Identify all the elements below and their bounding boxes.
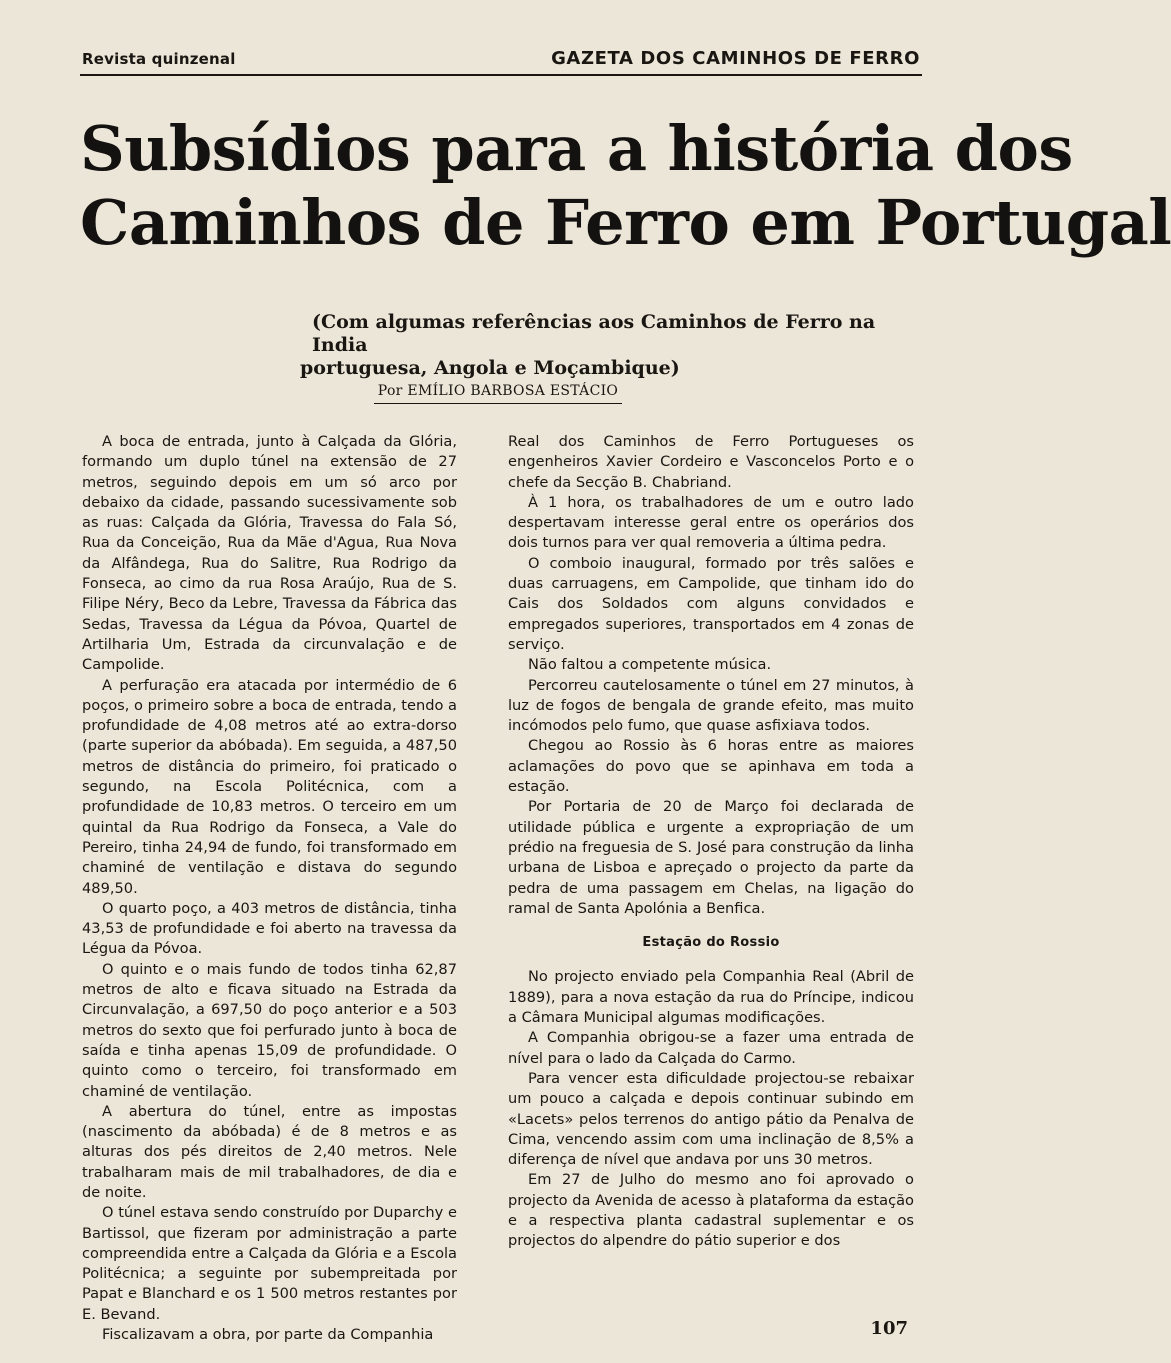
page-number: 107: [870, 1318, 908, 1339]
running-head: [80, 46, 922, 76]
section-heading: Estação do Rossio: [642, 935, 780, 951]
article-subtitle-line-1: (Com algumas referências aos Caminhos de Ferro na India: [312, 311, 876, 356]
paragraph: O túnel estava sendo construído por Duparchy e Bartissol, que fizeram por administração a parte compreendida entre a Calçada da Glória e a Escola Politécnica; a seguinte por subempreitada por Papat e Blanchard e os 1 500 metros restantes por E. Bevand.: [82, 1204, 457, 1323]
paragraph: No projecto enviado pela Companhia Real (Abril de 1889), para a nova estação da rua do Príncipe, indicou a Câmara Municipal algumas modificações.: [508, 968, 914, 1027]
text-column-right: [508, 432, 914, 1252]
article-subtitle: [300, 311, 922, 380]
article-title: [80, 112, 1171, 260]
running-head-left: Revista quinzenal: [82, 50, 236, 68]
running-head-right: GAZETA DOS CAMINHOS DE FERRO: [551, 48, 920, 69]
paragraph: À 1 hora, os trabalhadores de um e outro lado despertavam interesse geral entre os operários dos dois turnos para ver qual removeria a última pedra.: [508, 493, 914, 552]
paragraph: O quinto e o mais fundo de todos tinha 62,87 metros de alto e ficava situado na Estrada da Circunvalação, a 697,50 do poço anterior e a 503 metros do sexto que foi perfurado junto à boca de saída e tinha apenas 15,09 de profundidade. O quinto como o terceiro, foi transformado em chaminé de ventilação.: [82, 960, 457, 1100]
paragraph: Fiscalizavam a obra, por parte da Companhia: [102, 1326, 434, 1344]
paragraph: Em 27 de Julho do mesmo ano foi aprovado o projecto da Avenida de acesso à plataforma da estação e a respectiva planta cadastral suplementar e os projectos do alpendre do pátio superior e dos: [508, 1171, 914, 1250]
paragraph: Não faltou a competente música.: [528, 656, 772, 674]
paragraph: A abertura do túnel, entre as impostas (nascimento da abóbada) é de 8 metros e as alturas dos pés direitos de 2,40 metros. Nele trabalharam mais de mil trabalhadores, de dia e de noite.: [82, 1102, 457, 1201]
article-byline: Por EMÍLIO BARBOSA ESTÁCIO: [374, 383, 622, 404]
article-title-line-2: Caminhos de Ferro em Portugal: [80, 186, 1171, 259]
paragraph: A boca de entrada, junto à Calçada da Glória, formando um duplo túnel na extensão de 27 metros, seguindo depois em um só arco por debaixo da cidade, passando sucessivamente sob as ruas: Calçada da Glória, Travessa do Fala Só, Rua da Conceição, Rua da Mãe d'Agua, Rua Nova da Alfândega, Rua do Salitre, Rua Rodrigo da Fonseca, ao cimo da rua Rosa Araújo, Rua de S. Filipe Néry, Beco da Lebre, Travessa da Fábrica das Sedas, Travessa da Légua da Póvoa, Quartel de Artilharia Um, Estrada da circunvalação e de Campolide.: [82, 433, 457, 674]
paragraph: O comboio inaugural, formado por três salões e duas carruagens, em Campolide, que tinham ido do Cais dos Soldados com alguns convidados e empregados superiores, transportados em 4 zonas de serviço.: [508, 554, 914, 653]
paragraph: A perfuração era atacada por intermédio de 6 poços, o primeiro sobre a boca de entrada, tendo a profundidade de 4,08 metros até ao extra-dorso (parte superior da abóbada). Em seguida, a 487,50 metros de distância do primeiro, foi praticado o segundo, na Escola Politécnica, com a profundidade de 10,83 metros. O terceiro em um quintal da Rua Rodrigo da Fonseca, a Vale do Pereiro, tinha 24,94 de fundo, foi transformado em chaminé de ventilação e distava do segundo 489,50.: [82, 676, 457, 897]
article-subtitle-line-2: portuguesa, Angola e Moçambique): [300, 357, 680, 379]
paragraph: Para vencer esta dificuldade projectou-se rebaixar um pouco a calçada e depois continuar subindo em «Lacets» pelos terrenos do antigo pátio da Penalva de Cima, vencendo assim com uma inclinação de 8,5% a diferença de nível que andava por uns 30 metros.: [508, 1069, 914, 1169]
text-column-left: [82, 432, 457, 1345]
paragraph: Real dos Caminhos de Ferro Portugueses os engenheiros Xavier Cordeiro e Vasconcelos Porto e o chefe da Secção B. Chabriand.: [508, 433, 914, 491]
article-title-line-1: Subsídios para a história dos: [80, 112, 1073, 185]
paragraph: O quarto poço, a 403 metros de distância, tinha 43,53 de profundidade e foi aberto na travessa da Légua da Póvoa.: [82, 899, 457, 958]
paragraph: Chegou ao Rossio às 6 horas entre as maiores aclamações do povo que se apinhava em toda a estação.: [508, 737, 914, 796]
paragraph: Por Portaria de 20 de Março foi declarada de utilidade pública e urgente a expropriação de um prédio na freguesia de S. José para construção da linha urbana de Lisboa e apreçado o projecto da parte da pedra de uma passagem em Chelas, na ligação do ramal de Santa Apolónia a Benfica.: [508, 798, 914, 917]
paragraph: A Companhia obrigou-se a fazer uma entrada de nível para o lado da Calçada do Carmo.: [508, 1029, 914, 1067]
paragraph: Percorreu cautelosamente o túnel em 27 minutos, à luz de fogos de bengala de grande efeito, mas muito incómodos pelo fumo, que quase asfixiava todos.: [508, 676, 914, 735]
